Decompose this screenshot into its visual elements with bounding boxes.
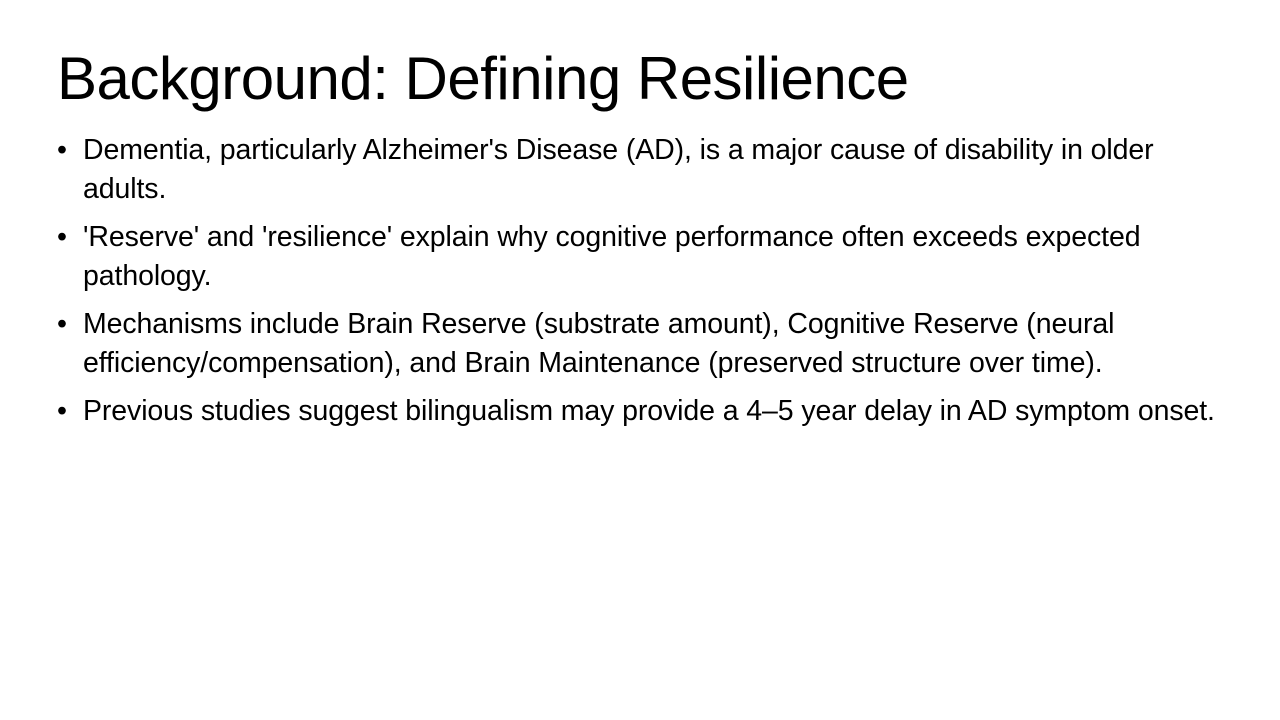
list-item	[57, 131, 1220, 208]
bullet-icon: •	[57, 134, 67, 166]
list-item-text: Mechanisms include Brain Reserve (substrate amount), Cognitive Reserve (neural efficiency/compensation), and Brain Maintenance (preserved structure over time).	[83, 308, 1115, 379]
list-item-text: 'Reserve' and 'resilience' explain why cognitive performance often exceeds expected pathology.	[83, 221, 1141, 292]
bullet-icon: •	[57, 308, 67, 340]
list-item-text: Dementia, particularly Alzheimer's Disease (AD), is a major cause of disability in older adults.	[83, 134, 1154, 205]
page-title: Background: Defining Resilience	[57, 45, 909, 112]
list-item-text: Previous studies suggest bilingualism may provide a 4–5 year delay in AD symptom onset.	[83, 395, 1215, 427]
bullet-icon: •	[57, 221, 67, 253]
list-item	[57, 305, 1220, 382]
slide-bullet-list	[57, 131, 1220, 431]
bullet-icon: •	[57, 395, 67, 427]
list-item	[57, 392, 1220, 431]
list-item	[57, 218, 1220, 295]
